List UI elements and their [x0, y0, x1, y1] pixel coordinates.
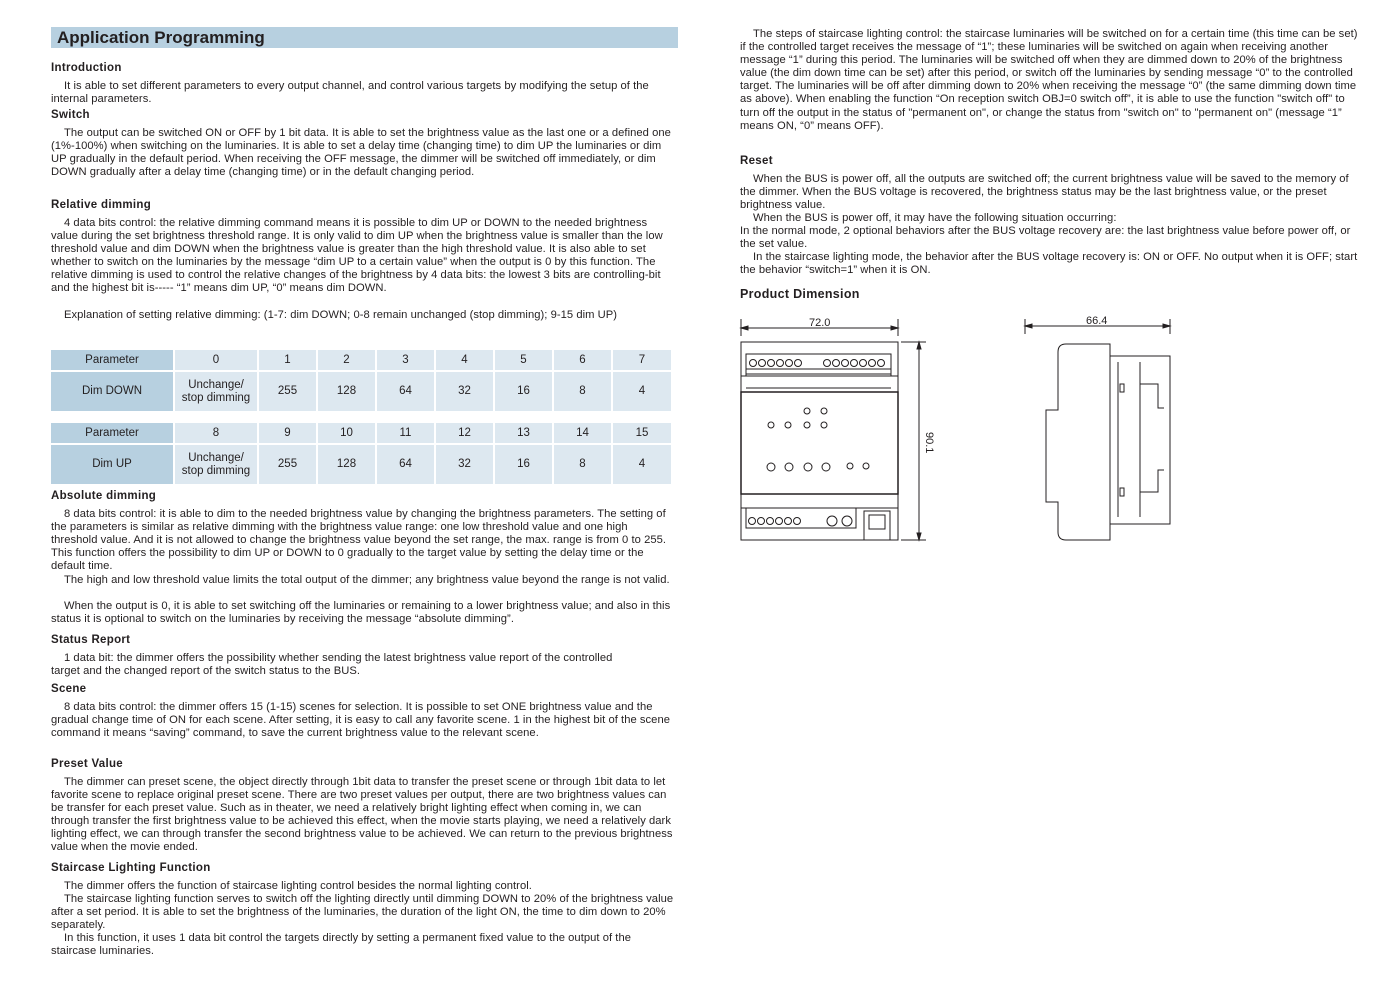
staircase-text2: The staircase lighting function serves to switch off the lighting directly until dimming DOWN to 20% of the brightness value after a set period. It is able to set the brightness of the luminaries, the duration of the light ON, the time to dim down to 20% separately.	[51, 893, 674, 932]
relative-dimming-text: 4 data bits control: the relative dimming command means it is possible to dim UP or DOWN to the needed brightness value during the set brightness threshold range. It is only valid to dim UP when the brightness value is smaller than the low threshold value and dim DOWN when the brightness value is greater than the high threshold value. It is also able to set whether to switch on the luminaries by the message “dim UP to a certain value” when the output is 0 by this function. The relative dimming is used to control the relative changes of the brightness by 4 data bits: the lowest 3 bits are controlling-bit and the highest bit is----- “1” means dim UP, “0” means dim DOWN.	[51, 217, 663, 295]
table-param-cell: 11	[377, 423, 434, 443]
table-param-cell: 9	[259, 423, 316, 443]
table-value-cell: 8	[554, 372, 611, 411]
table-unchange-cell	[175, 372, 257, 411]
section-title: Application Programming	[57, 28, 265, 47]
dimension-depth-label: 66.4	[1086, 315, 1108, 327]
absolute-dimming-text2: The high and low threshold value limits the total output of the dimmer; any brightness value beyond the range is not valid.	[64, 574, 670, 586]
staircase-steps-text: The steps of staircase lighting control: the staircase luminaries will be switched on for a certain time (this time can be set) if the controlled target receives the message of “1”; these luminaries will be switched on again when receiving another message “1” during this period. The luminaries will be switched off when they are dimmed down to 20% of the brightness value (the dim down time can be set) after this period, or switch off the luminaries by sending message “0” to the controlled target. The luminaries will be off after dimming down to 20% when receiving the message “0” (the same dimming down time as above). When enabling the function “On reception switch OBJ=0 switch off”, it is able to use the function "switch off" to turn off the output in the status of "permanent on", or change the status from "switch on" to "permanent on" (message “1” means ON, “0” means OFF).	[740, 28, 1358, 132]
switch-text: The output can be switched ON or OFF by 1 bit data. It is able to set the brightness value as the last one or a defined one (1%-100%) when switching on the luminaries. It is able to set a delay time (changing time) to dim UP the luminaries or dim UP gradually in the default period. When receiving the OFF message, the dimmer will be switched off immediately, or dim DOWN gradually after a delay time (changing time) or in the default changing period.	[51, 127, 671, 179]
table-value-cell: 32	[436, 372, 493, 411]
table-value-cell: 255	[259, 372, 316, 411]
dimension-height-label: 90.1	[923, 432, 935, 454]
preset-value-text: The dimmer can preset scene, the object directly through 1bit data to transfer the preset scene or through 1bit data to let favorite scene to replace original preset scene. There are two preset values per output, there are two brightness values can be transfer for each preset value. Such as in theater, we need a relatively bright lighting effect when coming in, we can through transfer the first brightness value to be achieved this effect, when the movie starts playing, we need a relatively dark lighting effect, we can through transfer the second brightness value to be achieved. We can return to the previous brightness value when the movie ended.	[51, 776, 673, 854]
table-value-cell: 16	[495, 445, 552, 484]
table-value-cell: 8	[554, 445, 611, 484]
absolute-dimming-heading: Absolute dimming	[51, 490, 157, 502]
scene-text: 8 data bits control: the dimmer offers 15 (1-15) scenes for selection. It is possible to set ONE brightness value and the gradual change time of ON for each scene. After setting, it is easy to call any favorite scene. 1 in the highest bit of the scene command it means “saving” command, to save the current brightness value to the relevant scene.	[51, 701, 670, 740]
table-param-cell: 1	[259, 350, 316, 370]
introduction-heading: Introduction	[51, 62, 122, 74]
table-value-cell: 128	[318, 445, 375, 484]
product-dimension-heading: Product Dimension	[740, 287, 860, 301]
scene-heading: Scene	[51, 683, 87, 695]
dim-up-table	[49, 421, 673, 486]
section-title-bar	[51, 27, 678, 48]
table-value-cell: 255	[259, 445, 316, 484]
table-param-cell: 8	[175, 423, 257, 443]
reset-text1: When the BUS is power off, all the outputs are switched off; the current brightness value will be saved to the memory of the dimmer. When the BUS voltage is recovered, the brightness status may be the last brightness value, or the preset brightness value.	[740, 173, 1349, 212]
relative-dimming-heading: Relative dimming	[51, 199, 152, 211]
table-value-cell: 16	[495, 372, 552, 411]
table-value-cell: 64	[377, 445, 434, 484]
dimension-width-label: 72.0	[809, 317, 831, 329]
unchange-line1: Unchange/	[188, 378, 244, 391]
table-unchange-cell	[175, 445, 257, 484]
table-param-cell: 14	[554, 423, 611, 443]
reset-text4: In the staircase lighting mode, the behavior after the BUS voltage recovery is: ON or OFF. No output when it is OFF; start the behavior “switch=1” when it is ON.	[740, 251, 1358, 277]
table-param-cell: 6	[554, 350, 611, 370]
staircase-text3: In this function, it uses 1 data bit control the targets directly by setting a permanent fixed value to the output of the staircase luminaries.	[51, 932, 631, 958]
status-report-heading: Status Report	[51, 634, 131, 646]
table-param-cell: 13	[495, 423, 552, 443]
absolute-dimming-text1: 8 data bits control: it is able to dim to the needed brightness value by changing the brightness parameters. The setting of the parameters is similar as relative dimming with the brightness value range: one low threshold value and one high threshold value. And it is not allowed to change the brightness value beyond the set range, the max. range is from 0 to 255. This function offers the possibility to dim UP or DOWN to 0 gradually to the target value by setting the delay time or the default time.	[51, 508, 667, 573]
staircase-text1: The dimmer offers the function of staircase lighting control besides the normal lighting control.	[64, 880, 532, 892]
table-value-cell: 32	[436, 445, 493, 484]
table-param-cell: 0	[175, 350, 257, 370]
reset-heading: Reset	[740, 155, 773, 167]
table-value-cell: 128	[318, 372, 375, 411]
table-param-cell: 10	[318, 423, 375, 443]
table-value-cell: 64	[377, 372, 434, 411]
table-param-label: Parameter	[51, 350, 173, 370]
side-view-drawing	[1020, 312, 1180, 548]
reset-text3: In the normal mode, 2 optional behaviors after the BUS voltage recovery are: the last brightness value before power off, or the set value.	[740, 225, 1351, 251]
table-row-label: Dim UP	[51, 445, 173, 484]
unchange-line1: Unchange/	[188, 451, 244, 464]
absolute-dimming-text3: When the output is 0, it is able to set switching off the luminaries or remaining to a lower brightness value; and also in this status it is optional to switch on the luminaries by receiving the message “absolute dimming”.	[51, 600, 671, 626]
table-param-cell: 7	[613, 350, 671, 370]
table-param-cell: 2	[318, 350, 375, 370]
staircase-heading: Staircase Lighting Function	[51, 862, 211, 874]
table-value-cell: 4	[613, 372, 671, 411]
table-param-cell: 5	[495, 350, 552, 370]
table-param-cell: 15	[613, 423, 671, 443]
preset-value-heading: Preset Value	[51, 758, 124, 770]
table-param-cell: 3	[377, 350, 434, 370]
reset-text2: When the BUS is power off, it may have the following situation occurring:	[753, 212, 1117, 224]
table-param-label: Parameter	[51, 423, 173, 443]
unchange-line2: stop dimming	[181, 464, 251, 477]
status-report-text: 1 data bit: the dimmer offers the possibility whether sending the latest brightness value report of the controlled target and the changed report of the switch status to the BUS.	[51, 652, 613, 678]
dim-down-table	[49, 348, 673, 413]
table-param-cell: 4	[436, 350, 493, 370]
unchange-line2: stop dimming	[181, 391, 251, 404]
introduction-text: It is able to set different parameters to every output channel, and control various targets by modifying the setup of the internal parameters.	[51, 80, 649, 106]
table-value-cell: 4	[613, 445, 671, 484]
front-view-drawing	[736, 312, 946, 548]
switch-heading: Switch	[51, 109, 90, 121]
relative-dimming-explanation: Explanation of setting relative dimming: (1-7: dim DOWN; 0-8 remain unchanged (stop dimming); 9-15 dim UP)	[64, 309, 618, 321]
table-row-label: Dim DOWN	[51, 372, 173, 411]
table-param-cell: 12	[436, 423, 493, 443]
